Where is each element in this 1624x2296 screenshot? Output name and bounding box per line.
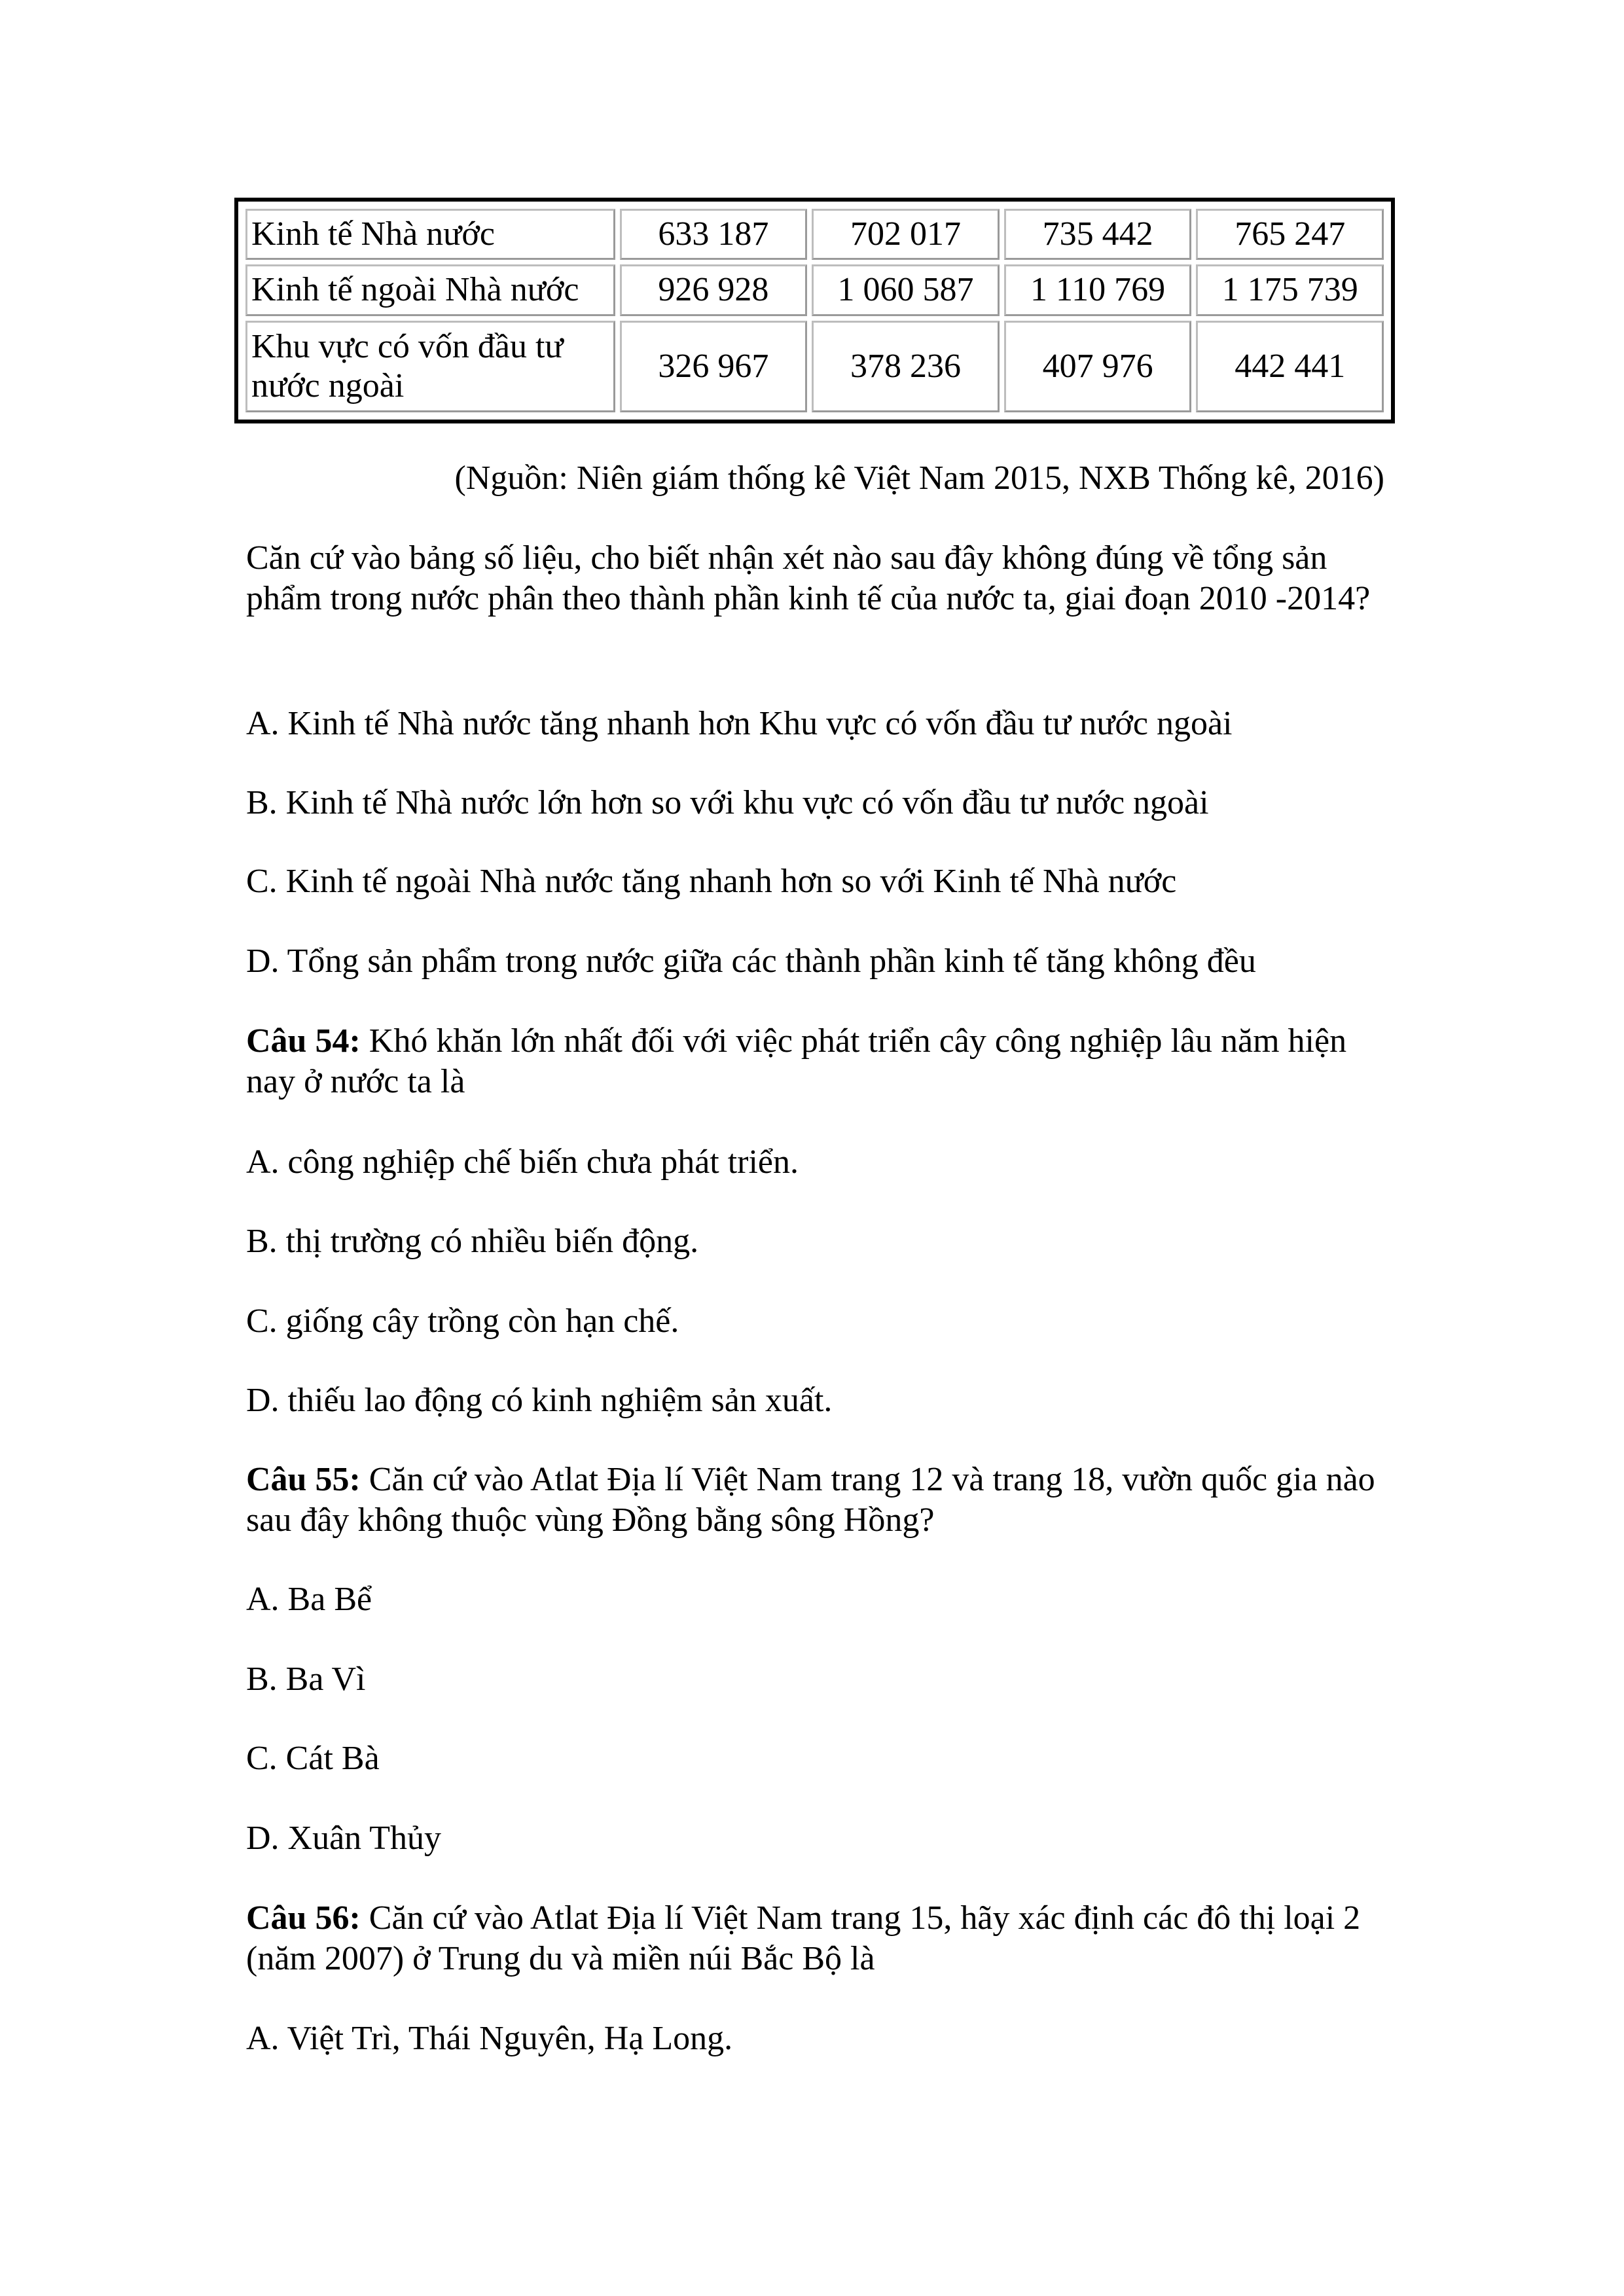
q53-option-c: C. Kinh tế ngoài Nhà nước tăng nhanh hơn so với Kinh tế Nhà nước: [246, 863, 1177, 900]
q56-option-a: A. Việt Trì, Thái Nguyên, Hạ Long.: [246, 2020, 733, 2057]
q55-question: [246, 1460, 1385, 1541]
table-cell: 765 247: [1196, 209, 1384, 260]
table-cell: 1 110 769: [1004, 264, 1192, 315]
table-row: [245, 321, 1384, 413]
table-cell: 407 976: [1004, 321, 1192, 413]
q53-option-d: D. Tổng sản phẩm trong nước giữa các thành phần kinh tế tăng không đều: [246, 942, 1256, 980]
table-cell: 633 187: [620, 209, 808, 260]
q56-question: [246, 1898, 1385, 1979]
q54-label: Câu 54:: [246, 1022, 361, 1060]
table-cell: 326 967: [620, 321, 808, 413]
q55-label: Câu 55:: [246, 1461, 361, 1498]
row-label: Kinh tế Nhà nước: [245, 209, 615, 260]
table-row: [245, 209, 1384, 260]
q55-option-b: B. Ba Vì: [246, 1660, 366, 1698]
q56-text: Căn cứ vào Atlat Địa lí Việt Nam trang 15, hãy xác định các đô thị loại 2 (năm 2007) ở Trung du và miền núi Bắc Bộ là: [246, 1899, 1361, 1977]
table-source: (Nguồn: Niên giám thống kê Việt Nam 2015, NXB Thống kê, 2016): [454, 459, 1384, 497]
table-row: [245, 264, 1384, 315]
row-label: Khu vực có vốn đầu tư nước ngoài: [245, 321, 615, 413]
table-cell: 378 236: [812, 321, 1000, 413]
table-cell: 1 060 587: [812, 264, 1000, 315]
q55-option-a: A. Ba Bể: [246, 1581, 372, 1618]
q54-text: Khó khăn lớn nhất đối với việc phát triển cây công nghiệp lâu năm hiện nay ở nước ta là: [246, 1022, 1347, 1100]
q54-option-a: A. công nghiệp chế biến chưa phát triển.: [246, 1143, 799, 1181]
row-label: Kinh tế ngoài Nhà nước: [245, 264, 615, 315]
table-cell: 926 928: [620, 264, 808, 315]
q53-option-b: B. Kinh tế Nhà nước lớn hơn so với khu vực có vốn đầu tư nước ngoài: [246, 784, 1209, 821]
q53-question: Căn cứ vào bảng số liệu, cho biết nhận xét nào sau đây không đúng về tổng sản phẩm trong nước phân theo thành phần kinh tế của nước ta, giai đoạn 2010 -2014?: [246, 539, 1371, 617]
q56-label: Câu 56:: [246, 1899, 361, 1937]
q54-option-c: C. giống cây trồng còn hạn chế.: [246, 1302, 679, 1340]
q54-question: [246, 1021, 1385, 1102]
q53-option-a: A. Kinh tế Nhà nước tăng nhanh hơn Khu vực có vốn đầu tư nước ngoài: [246, 705, 1233, 742]
q55-option-d: D. Xuân Thủy: [246, 1820, 442, 1857]
table-cell: 735 442: [1004, 209, 1192, 260]
q55-option-c: C. Cát Bà: [246, 1740, 380, 1777]
gdp-table: [234, 198, 1395, 423]
table-cell: 702 017: [812, 209, 1000, 260]
table-cell: 1 175 739: [1196, 264, 1384, 315]
q55-text: Căn cứ vào Atlat Địa lí Việt Nam trang 12 và trang 18, vườn quốc gia nào sau đây không thuộc vùng Đồng bằng sông Hồng?: [246, 1461, 1375, 1539]
table-cell: 442 441: [1196, 321, 1384, 413]
gdp-table-grid: [241, 204, 1388, 417]
q54-option-d: D. thiếu lao động có kinh nghiệm sản xuất.: [246, 1382, 833, 1419]
q54-option-b: B. thị trường có nhiều biến động.: [246, 1223, 699, 1260]
